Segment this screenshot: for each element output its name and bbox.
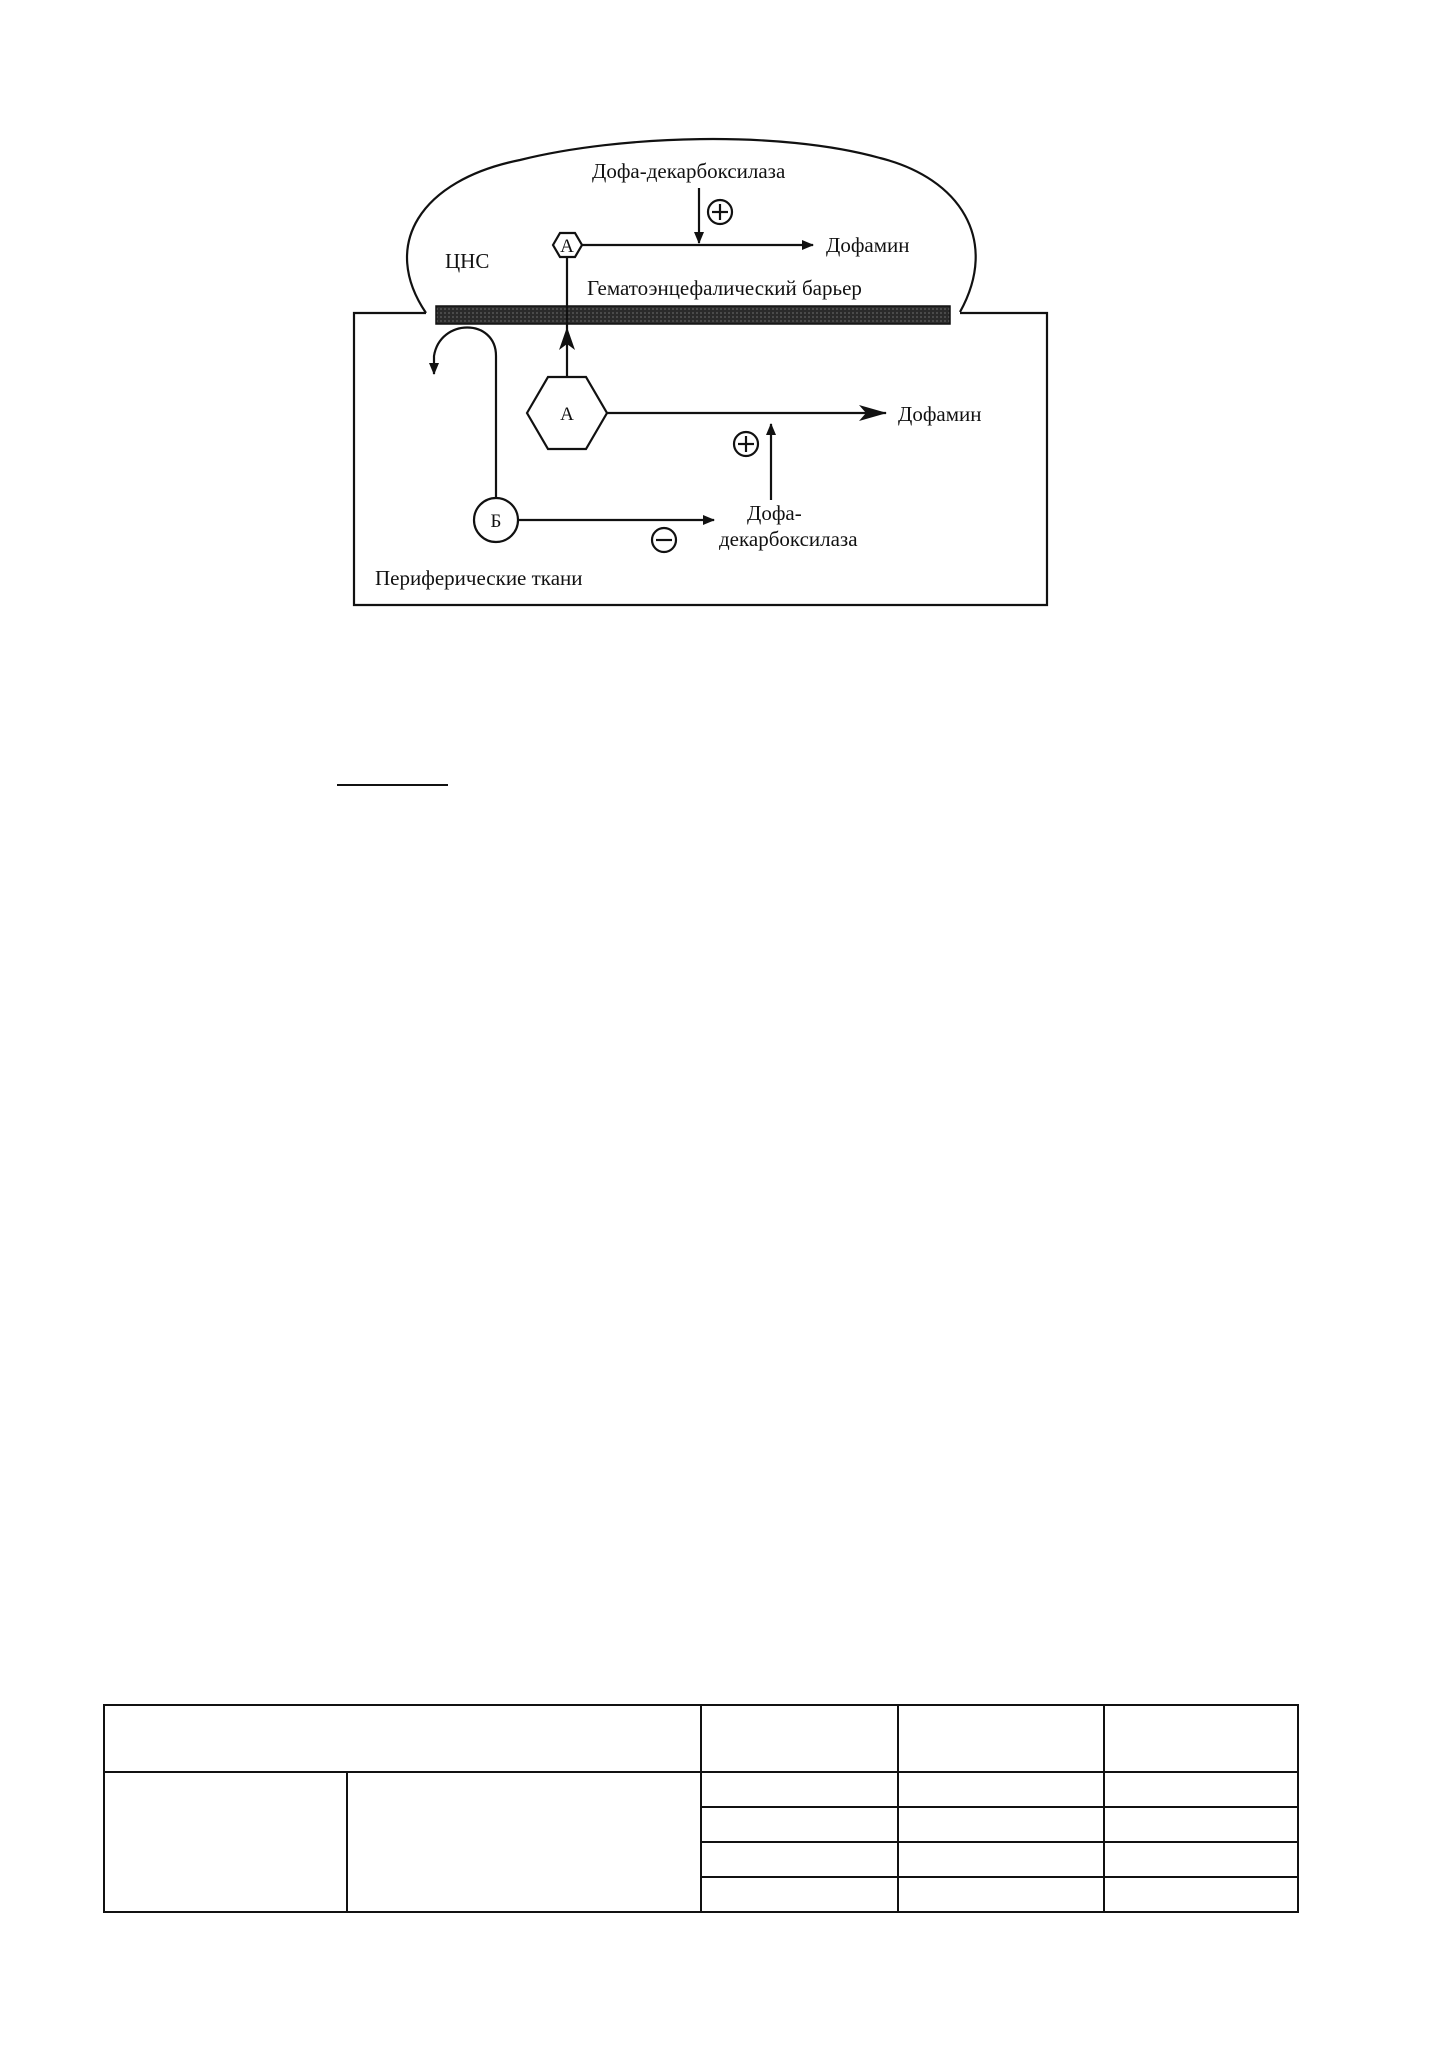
- periphery-region: [354, 313, 1047, 605]
- table-row: [104, 1705, 1298, 1772]
- table-cell: [898, 1772, 1104, 1807]
- table-row: [104, 1772, 1298, 1807]
- table-cell: [347, 1772, 701, 1912]
- table-cell: [1104, 1772, 1298, 1807]
- table-cell: [1104, 1807, 1298, 1842]
- drug-b-blocked-loop: [434, 328, 496, 499]
- periphery-enzyme-label-line1: Дофа-: [747, 501, 802, 525]
- cns-drug-a-label: А: [560, 236, 574, 257]
- periphery-drug-a-label: А: [560, 404, 574, 425]
- table-cell: [898, 1807, 1104, 1842]
- periphery-dopamine-label: Дофамин: [898, 402, 982, 426]
- drug-b-label: Б: [490, 511, 502, 532]
- table-cell: [1104, 1877, 1298, 1912]
- cns-dopamine-label: Дофамин: [826, 233, 910, 257]
- table-cell: [1104, 1842, 1298, 1877]
- table-cell: [701, 1807, 898, 1842]
- table-cell: [701, 1842, 898, 1877]
- table-cell: [701, 1877, 898, 1912]
- blood-brain-barrier-bar: [436, 306, 950, 324]
- table-cell: [104, 1705, 701, 1772]
- table-cell: [898, 1842, 1104, 1877]
- cns-label: ЦНС: [445, 249, 490, 273]
- periphery-enzyme-label-line2: декарбоксилаза: [719, 527, 858, 551]
- table-cell: [898, 1877, 1104, 1912]
- table-cell: [1104, 1705, 1298, 1772]
- underline-rule: [337, 784, 448, 786]
- answer-table: [103, 1704, 1299, 1913]
- table-cell: [898, 1705, 1104, 1772]
- table-cell: [701, 1772, 898, 1807]
- periphery-label: Периферические ткани: [375, 566, 583, 590]
- cns-enzyme-label: Дофа-декарбоксилаза: [592, 159, 786, 183]
- table-cell: [701, 1705, 898, 1772]
- bbb-label: Гематоэнцефалический барьер: [587, 276, 862, 300]
- table-cell: [104, 1772, 347, 1912]
